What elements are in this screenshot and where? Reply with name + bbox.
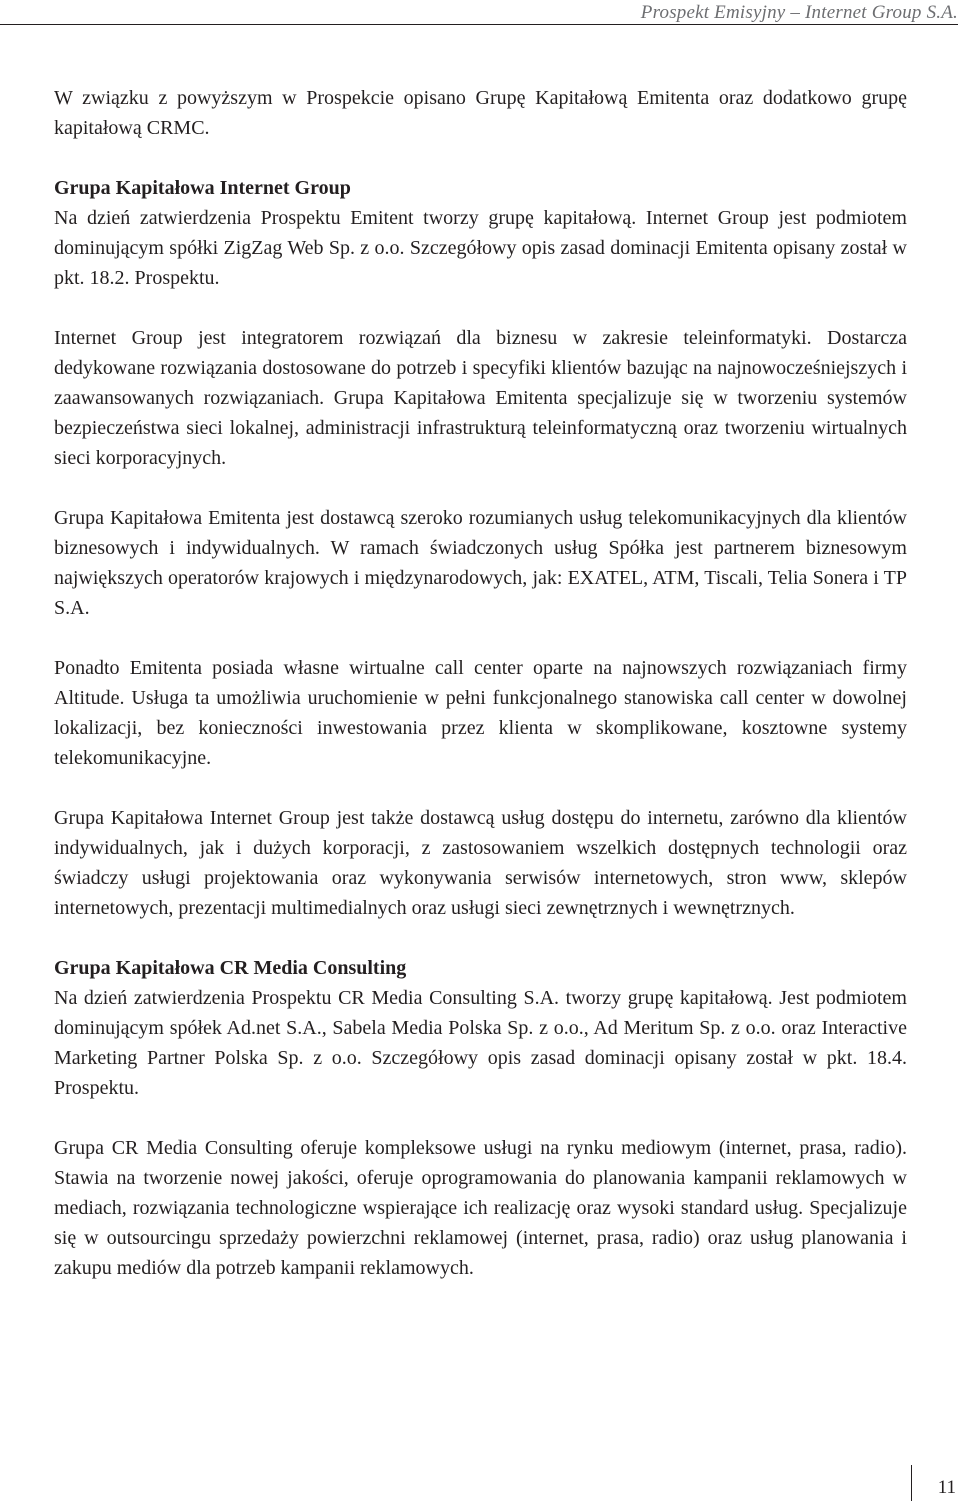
page-footer xyxy=(911,1465,960,1501)
section-internet-group-para-1 xyxy=(54,173,907,293)
document-body xyxy=(54,83,907,1283)
paragraph-text: Na dzień zatwierdzenia Prospektu CR Media Consulting S.A. tworzy grupę kapitałową. Jest podmiotem dominującym spółek Ad.net S.A., Sabela Media Polska Sp. z o.o., Ad Meritum Sp. z o.o. oraz Interactive Marketing Partner Polska Sp. z o.o. Szczegółowy opis zasad dominacji opisany został w pkt. 18.4. Prospektu. xyxy=(54,987,907,1099)
section-internet-group-para-4: Ponadto Emitenta posiada własne wirtualne call center oparte na najnowszych rozwiązaniach firmy Altitude. Usługa ta umożliwia uruchomienie w pełni funkcjonalnego stanowiska call center w dowolnej lokalizacji, bez konieczności inwestowania przez klienta w skomplikowane, kosztowne systemy telekomunikacyjne. xyxy=(54,657,907,769)
paragraph-text: Na dzień zatwierdzenia Prospektu Emitent tworzy grupę kapitałową. Internet Group jest podmiotem dominującym spółki ZigZag Web Sp. z o.o. Szczegółowy opis zasad dominacji Emitenta opisany został w pkt. 18.2. Prospektu. xyxy=(54,207,907,289)
running-title: Prospekt Emisyjny – Internet Group S.A. xyxy=(640,2,958,23)
section-internet-group-para-2: Internet Group jest integratorem rozwiązań dla biznesu w zakresie teleinformatyki. Dostarcza dedykowane rozwiązania dostosowane do potrzeb i specyfiki klientów bazując na najnowocześniejszych i zaawansowanych rozwiązaniach. Grupa Kapitałowa Emitenta specjalizuje się w tworzeniu systemów bezpieczeństwa sieci lokalnej, administracji infrastrukturą teleinformatyczną oraz tworzeniu wirtualnych sieci korporacyjnych. xyxy=(54,327,907,469)
intro-paragraph: W związku z powyższym w Prospekcie opisano Grupę Kapitałową Emitenta oraz dodatkowo grupę kapitałową CRMC. xyxy=(54,87,907,139)
page-number: 11 xyxy=(937,1477,956,1498)
section-heading-internet-group: Grupa Kapitałowa Internet Group xyxy=(54,177,351,199)
section-cr-media-para-2: Grupa CR Media Consulting oferuje kompleksowe usługi na rynku mediowym (internet, prasa, radio). Stawia na tworzenie nowej jakości, oferuje oprogramowania do planowania kampanii reklamowych w mediach, rozwiązania technologiczne wspierające ich realizację oraz wysoki standard usług. Specjalizuje się w outsourcingu sprzedaży powierzchni reklamowej (internet, prasa, radio) oraz usług planowania i zakupu mediów dla potrzeb kampanii reklamowych. xyxy=(54,1137,907,1279)
running-header xyxy=(0,0,958,25)
section-internet-group-para-5: Grupa Kapitałowa Internet Group jest także dostawcą usług dostępu do internetu, zarówno dla klientów indywidualnych, jak i dużych korporacji, z zastosowaniem wszelkich dostępnych technologii oraz świadczy usługi projektowania oraz wykonywania serwisów internetowych, stron www, sklepów internetowych, prezentacji multimedialnych oraz usługi sieci zewnętrznych i wewnętrznych. xyxy=(54,807,907,919)
section-cr-media-para-1 xyxy=(54,953,907,1103)
section-heading-cr-media: Grupa Kapitałowa CR Media Consulting xyxy=(54,957,407,979)
section-internet-group-para-3: Grupa Kapitałowa Emitenta jest dostawcą szeroko rozumianych usług telekomunikacyjnych dla klientów biznesowych i indywidualnych. W ramach świadczonych usług Spółka jest partnerem biznesowym największych operatorów krajowych i międzynarodowych, jak: EXATEL, ATM, Tiscali, Telia Sonera i TP S.A. xyxy=(54,507,907,619)
